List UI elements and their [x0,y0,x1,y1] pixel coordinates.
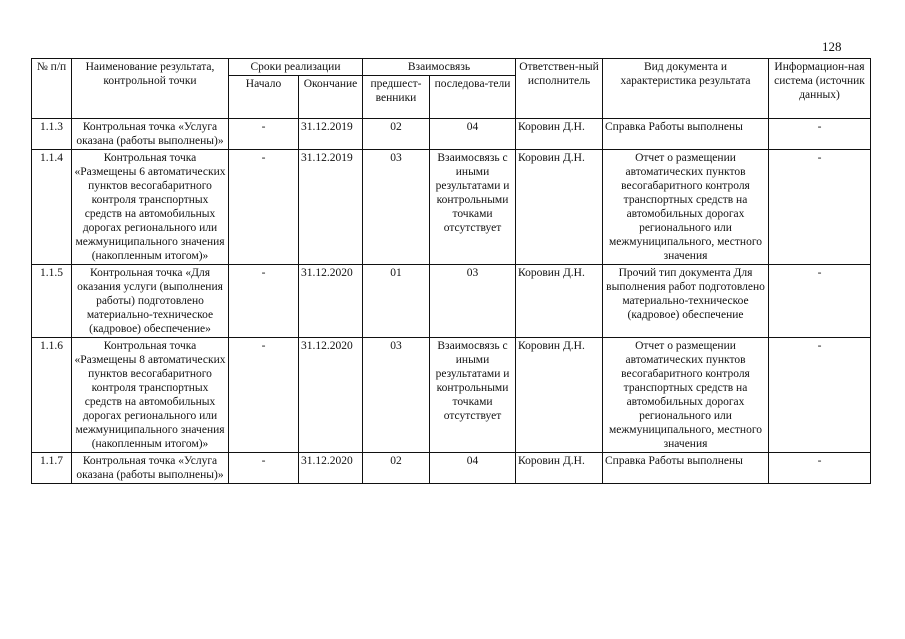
cell-document: Отчет о размещении автоматических пунктов весогабаритного контроля транспортных средств на автомобильных дорогах регионального или межмуниципального, местного значения [603,150,769,265]
header-info-system: Информацион-ная система (источник данных) [769,59,871,119]
table-row [32,338,871,453]
cell-successors: 04 [430,453,516,484]
results-table [31,58,871,484]
cell-num: 1.1.7 [32,453,72,484]
header-responsible: Ответствен-ный исполнитель [516,59,603,119]
table-row [32,119,871,150]
cell-responsible: Коровин Д.Н. [516,338,603,453]
header-start: Начало [229,76,299,119]
cell-document: Справка Работы выполнены [603,453,769,484]
cell-predecessors: 02 [363,453,430,484]
cell-info-system: - [769,119,871,150]
cell-end: 31.12.2020 [299,338,363,453]
cell-end: 31.12.2019 [299,150,363,265]
cell-responsible: Коровин Д.Н. [516,265,603,338]
cell-info-system: - [769,150,871,265]
cell-document: Справка Работы выполнены [603,119,769,150]
cell-start: - [229,119,299,150]
cell-name: Контрольная точка «Размещены 8 автоматических пунктов весогабаритного контроля транспортных средств на автомобильных дорогах регионального или межмуниципального значения (накопленным итогом)» [72,338,229,453]
cell-name: Контрольная точка «Размещены 6 автоматических пунктов весогабаритного контроля транспортных средств на автомобильных дорогах регионального или межмуниципального значения (накопленным итогом)» [72,150,229,265]
cell-predecessors: 01 [363,265,430,338]
cell-predecessors: 02 [363,119,430,150]
header-terms: Сроки реализации [229,59,363,76]
cell-successors: Взаимосвязь с иными результатами и контрольными точками отсутствует [430,338,516,453]
cell-document: Отчет о размещении автоматических пунктов весогабаритного контроля транспортных средств на автомобильных дорогах регионального или межмуниципального, местного значения [603,338,769,453]
cell-successors: 04 [430,119,516,150]
cell-responsible: Коровин Д.Н. [516,119,603,150]
cell-name: Контрольная точка «Для оказания услуги (выполнения работы) подготовлено материально-техническое (кадровое) обеспечение» [72,265,229,338]
cell-end: 31.12.2020 [299,453,363,484]
cell-document: Прочий тип документа Для выполнения работ подготовлено материально-техническое (кадровое) обеспечение [603,265,769,338]
page-number: 128 [822,39,842,54]
cell-name: Контрольная точка «Услуга оказана (работы выполнены)» [72,119,229,150]
cell-predecessors: 03 [363,150,430,265]
header-document: Вид документа и характеристика результата [603,59,769,119]
header-num: № п/п [32,59,72,119]
cell-start: - [229,265,299,338]
table-row [32,453,871,484]
cell-successors: 03 [430,265,516,338]
cell-info-system: - [769,338,871,453]
cell-num: 1.1.6 [32,338,72,453]
cell-num: 1.1.4 [32,150,72,265]
header-successors: последова-тели [430,76,516,119]
cell-end: 31.12.2019 [299,119,363,150]
cell-responsible: Коровин Д.Н. [516,150,603,265]
cell-start: - [229,453,299,484]
cell-info-system: - [769,265,871,338]
cell-name: Контрольная точка «Услуга оказана (работы выполнены)» [72,453,229,484]
header-link: Взаимосвязь [363,59,516,76]
table-row [32,150,871,265]
header-row [32,59,871,76]
header-predecessors: предшест-венники [363,76,430,119]
cell-num: 1.1.5 [32,265,72,338]
header-end: Окончание [299,76,363,119]
cell-start: - [229,338,299,453]
cell-responsible: Коровин Д.Н. [516,453,603,484]
header-name: Наименование результата, контрольной точки [72,59,229,119]
table-row [32,265,871,338]
cell-num: 1.1.3 [32,119,72,150]
cell-end: 31.12.2020 [299,265,363,338]
cell-successors: Взаимосвязь с иными результатами и контрольными точками отсутствует [430,150,516,265]
cell-predecessors: 03 [363,338,430,453]
cell-info-system: - [769,453,871,484]
cell-start: - [229,150,299,265]
